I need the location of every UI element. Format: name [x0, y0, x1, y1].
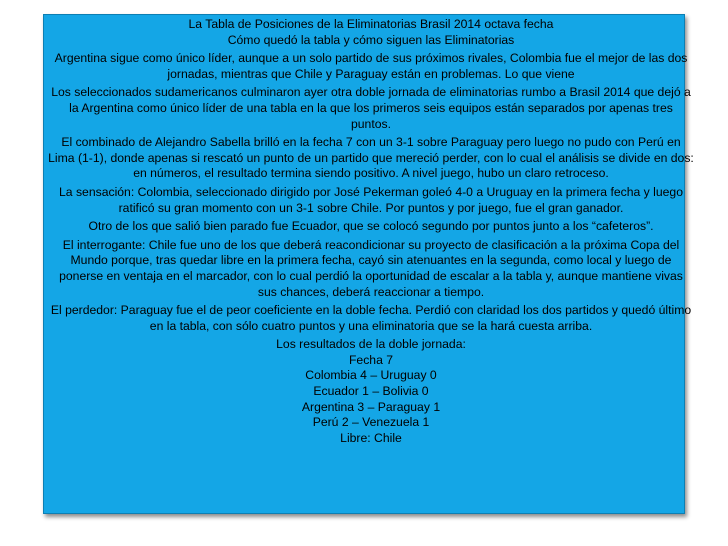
results-heading: Los resultados de la doble jornada: [276, 337, 466, 352]
result-line: Colombia 4 – Uruguay 0 [305, 368, 437, 383]
result-line: Ecuador 1 – Bolivia 0 [313, 384, 429, 399]
paragraph-colombia: La sensación: Colombia, seleccionado dirigido por José Pekerman goleó 4-0 a Uruguay en la primera fecha y luego ratificó su gran momento con un 3-1 sobre Chile. Por puntos y por juego, fue el gran ganador. [59, 184, 683, 215]
article-title: La Tabla de Posiciones de la Eliminatorias Brasil 2014 octava fecha [188, 17, 554, 31]
results-fecha: Fecha 7 [348, 352, 394, 367]
paragraph-argentina: El combinado de Alejandro Sabella brilló en la fecha 7 con un 3-1 sobre Paraguay pero luego no pudo con Perú en Lima (1-1), donde apenas si rescató un punto de un partido que mereció perder, con lo cual el análisis se divide en dos: en números, el resultado termina siendo positivo. A nivel juego, hubo un claro retroceso. [48, 135, 694, 181]
paragraph-intro: Los seleccionados sudamericanos culminaron ayer otra doble jornada de eliminatorias rumbo a Brasil 2014 que dejó a la Argentina como único líder de una tabla en la que los primeros seis equipos están separados por apenas tres puntos. [51, 85, 691, 131]
paragraph-chile: El interrogante: Chile fue uno de los que deberá reacondicionar su proyecto de clasificación a la próxima Copa del Mundo porque, tras quedar libre en la primera fecha, cayó sin atenuantes en la segunda, como local y luego de ponerse en ventaja en el marcador, con lo cual perdió la oportunidad de escalar a la tabla y, aunque mantiene vivas sus chances, deberá reaccionar a tiempo. [59, 237, 683, 299]
result-line: Perú 2 – Venezuela 1 [312, 415, 430, 430]
results-list [48, 337, 694, 446]
result-line: Argentina 3 – Paraguay 1 [301, 399, 441, 414]
paragraph-paraguay: El perdedor: Paraguay fue el de peor coeficiente en la doble fecha. Perdió con claridad los dos partidos y quedó último en la tabla, con sólo cuatro puntos y una eliminatoria que se la hará cuesta arriba. [50, 303, 692, 333]
result-line: Libre: Chile [340, 430, 402, 445]
paragraph-summary: Argentina sigue como único líder, aunque a un solo partido de sus próximos rivales, Colombia fue el mejor de las dos jornadas, mientras que Chile y Paraguay están en problemas. Lo que viene [54, 51, 688, 81]
article-subtitle: Cómo quedó la tabla y cómo siguen las Eliminatorias [227, 32, 515, 47]
article-body [48, 17, 694, 446]
paragraph-ecuador: Otro de los que salió bien parado fue Ecuador, que se colocó segundo por puntos junto a los “cafeteros”. [88, 219, 654, 234]
